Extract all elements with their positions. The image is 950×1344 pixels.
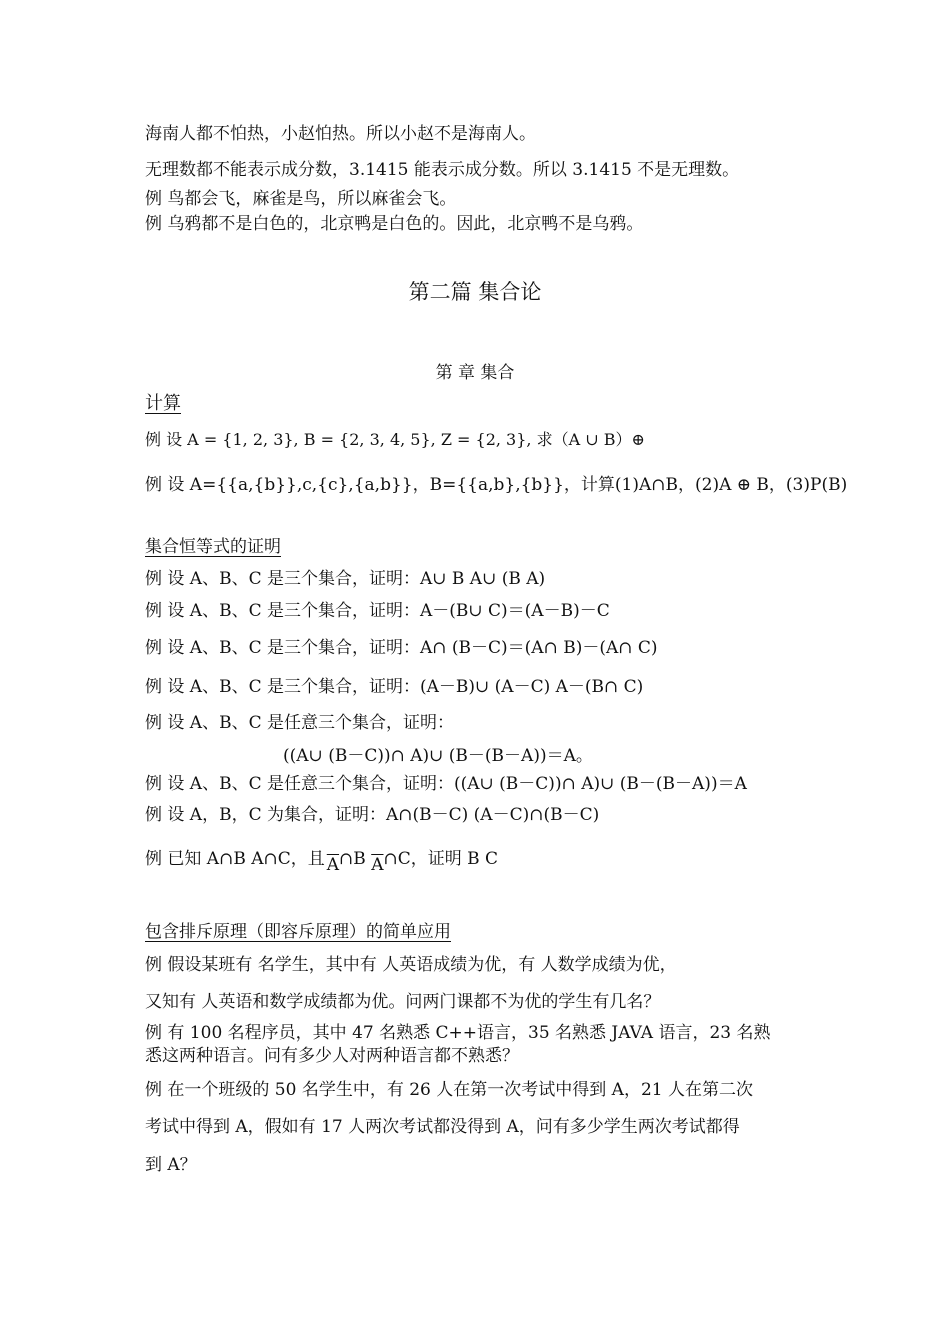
example-line: 例 在一个班级的 50 名学生中，有 26 人在第一次考试中得到 A，21 人在第二次 [145,1080,753,1100]
example-line: 例 设 A、B、C 是任意三个集合，证明： [145,713,454,733]
example-line [145,849,499,875]
example-line: 例 设 A、B、C 是三个集合，证明：A∩ (B－C)＝(A∩ B)－(A∩ C) [145,638,658,658]
example-line: 例 有 100 名程序员，其中 47 名熟悉 C++语言，35 名熟悉 JAVA 语言，23 名熟 [145,1023,771,1043]
section-heading-calc: 计算 [145,393,181,414]
example-line: 例 设 A，B，C 为集合，证明：A∩(B－C) (A－C)∩(B－C) [145,805,600,825]
text-line: 例 乌鸦都不是白色的，北京鸭是白色的。因此，北京鸭不是乌鸦。 [145,214,644,234]
part-title: 第二篇 集合论 [408,280,542,304]
example-line: 例 设 A、B、C 是三个集合，证明：A－(B∪ C)＝(A－B)－C [145,601,610,621]
example-text: ∩C，证明 B C [383,849,499,869]
section-heading-proof: 集合恒等式的证明 [145,537,281,557]
section-heading-inclusion-exclusion: 包含排斥原理（即容斥原理）的简单应用 [145,922,451,942]
formula-line: ((A∪ (B－C))∩ A)∪ (B－(B－A))＝A。 [283,746,593,766]
example-line: 例 设 A、B、C 是三个集合，证明：(A－B)∪ (A－C) A－(B∩ C) [145,677,644,697]
chapter-title: 第 章 集合 [435,363,515,383]
example-line: 例 设 A = {1, 2, 3}, B = {2, 3, 4, 5}, Z = {2, 3}, 求（A ∪ B）⊕ [145,430,645,449]
example-line: 考试中得到 A，假如有 17 人两次考试都没得到 A，问有多少学生两次考试都得 [145,1117,740,1137]
example-line: 例 设 A、B、C 是任意三个集合，证明：((A∪ (B－C))∩ A)∪ (B－(B－A))＝A [145,774,747,794]
text-line: 无理数都不能表示成分数，3.1415 能表示成分数。所以 3.1415 不是无理数。 [145,160,740,180]
example-text: 例 已知 A∩B A∩C，且 [145,849,325,869]
example-line: 例 设 A、B、C 是三个集合，证明：A∪ B A∪ (B A) [145,569,546,589]
example-line: 又知有 人英语和数学成绩都为优。问两门课都不为优的学生有几名？ [145,992,661,1012]
example-line: 悉这两种语言。问有多少人对两种语言都不熟悉？ [145,1046,519,1066]
example-text: ∩B [339,849,366,869]
text-line: 海南人都不怕热，小赵怕热。所以小赵不是海南人。 [145,124,536,144]
text-line: 例 鸟都会飞，麻雀是鸟，所以麻雀会飞。 [145,189,457,209]
example-line: 到 A？ [145,1155,197,1175]
complement-a: $\overline{A}$ [371,855,384,875]
example-line: 例 设 A={{a,{b}},c,{c},{a,b}}，B={{a,b},{b}}，计算(1)A∩B，(2)A ⊕ B，(3)P(B) [145,475,848,495]
complement-a: $\overline{A}$ [326,855,340,875]
example-line: 例 假设某班有 名学生，其中有 人英语成绩为优，有 人数学成绩为优， [145,955,677,975]
